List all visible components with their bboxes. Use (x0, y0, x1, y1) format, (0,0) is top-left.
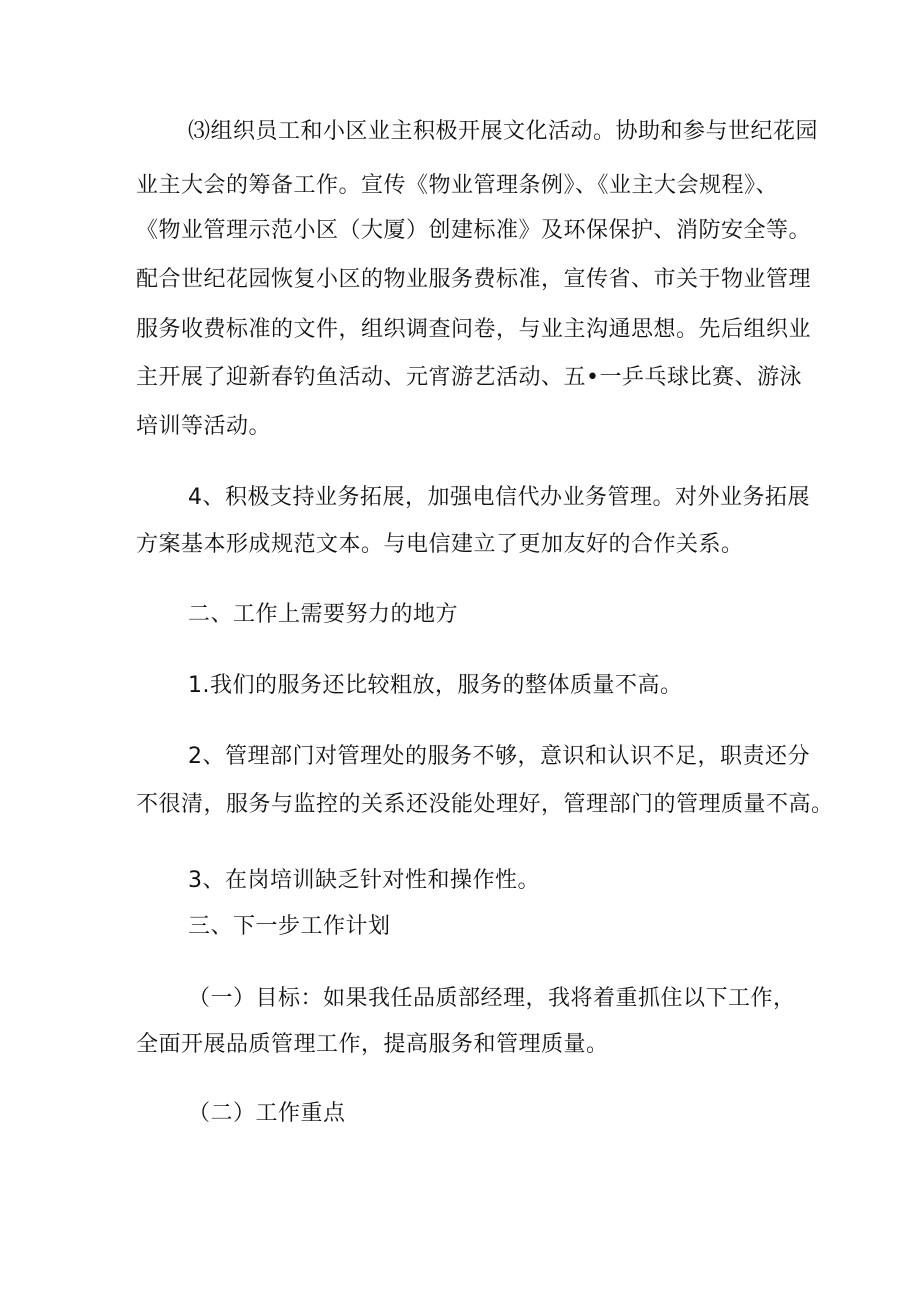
subheading-work-focus: （二）工作重点 (188, 1101, 346, 1126)
improvement-item-2-line-2: 不很清，服务与监控的关系还没能处理好，管理部门的管理质量不高。 (136, 792, 834, 817)
paragraph-business-expansion-line-1: 4、积极支持业务拓展，加强电信代办业务管理。对外业务拓展 (188, 485, 810, 510)
paragraph-culture-activities-line-3: 《物业管理示范小区（大厦）创建标准》及环保保护、消防安全等。 (136, 218, 812, 243)
improvement-item-3: 3、在岗培训缺乏针对性和操作性。 (188, 868, 540, 893)
paragraph-culture-activities-line-2: 业主大会的筹备工作。宣传《物业管理条例》、《业主大会规程》、 (136, 173, 779, 198)
paragraph-culture-activities-line-5: 服务收费标准的文件，组织调查问卷，与业主沟通思想。先后组织业 (136, 317, 812, 342)
improvement-item-2-line-1: 2、管理部门对管理处的服务不够，意识和认识不足，职责还分 (188, 744, 810, 769)
paragraph-culture-activities-line-1: ⑶组织员工和小区业主积极开展文化活动。协助和参与世纪花园 (188, 119, 819, 144)
paragraph-business-expansion-line-2: 方案基本形成规范文本。与电信建立了更加友好的合作关系。 (136, 532, 744, 557)
section-heading-improvements: 二、工作上需要努力的地方 (188, 602, 459, 627)
section-heading-next-plan: 三、下一步工作计划 (188, 914, 391, 939)
paragraph-culture-activities-line-6: 主开展了迎新春钓鱼活动、元宵游艺活动、五•一乒乓球比赛、游泳 (136, 365, 802, 390)
improvement-item-1: 1.我们的服务还比较粗放，服务的整体质量不高。 (188, 673, 683, 698)
paragraph-culture-activities-line-4: 配合世纪花园恢复小区的物业服务费标准，宣传省、市关于物业管理 (136, 267, 812, 292)
plan-goal-line-2: 全面开展品质管理工作，提高服务和管理质量。 (136, 1032, 609, 1057)
plan-goal-line-1: （一）目标：如果我任品质部经理，我将着重抓住以下工作， (188, 986, 796, 1011)
paragraph-culture-activities-line-7: 培训等活动。 (136, 414, 272, 439)
